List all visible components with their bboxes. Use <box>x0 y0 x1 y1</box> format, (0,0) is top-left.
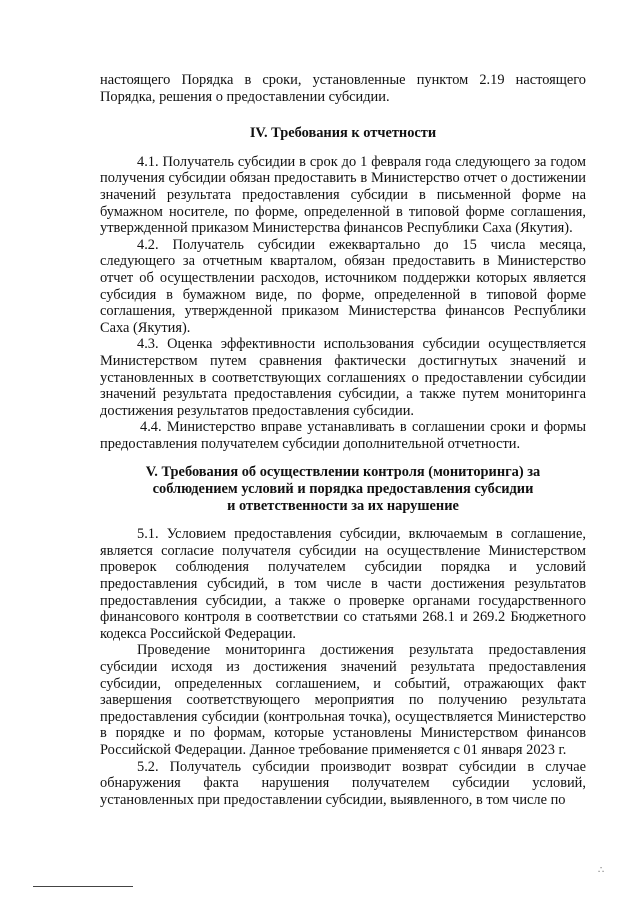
paragraph-4-1: 4.1. Получатель субсидии в срок до 1 февраля года следующего за годом получения субсидии обязан предоставить в Министерство отчет о достижении значений результата предоставления субсидии в письменной форме на бумажном носителе, по форме, определенной в типовой форме соглашения, утвержденной приказом Министерства финансов Республики Саха (Якутия). <box>100 153 586 237</box>
section-4-heading: IV. Требования к отчетности <box>249 125 437 142</box>
paragraph-4-3: 4.3. Оценка эффективности использования субсидии осуществляется Министерством путем сравнения фактически достигнутых значений и установленных в соответствующих соглашениях о предоставлении субсидии значений результата предоставления субсидии, а также путем мониторинга достижения результатов предоставления субсидии. <box>100 336 586 419</box>
paragraph-4-4: 4.4. Министерство вправе устанавливать в соглашении сроки и формы предоставления получателем субсидии дополнительной отчетности. <box>100 419 586 452</box>
document-body <box>100 72 586 808</box>
paragraph-4-2: 4.2. Получатель субсидии ежеквартально до 15 числа месяца, следующего за отчетным кварталом, обязан предоставить в Министерство отчет об осуществлении расходов, источником поддержки которых является субсидия в бумажном виде, по форме, определенной в типовой форме соглашения, утвержденной приказом Министерства финансов Республики Саха (Якутия). <box>100 236 586 336</box>
section-5-heading <box>100 464 586 514</box>
section-5-heading-line-2: соблюдением условий и порядка предоставления субсидии <box>152 481 534 498</box>
section-5-heading-line-1: V. Требования об осуществлении контроля (мониторинга) за <box>145 464 541 481</box>
footer-rule <box>33 886 133 887</box>
paragraph-5-2: 5.2. Получатель субсидии производит возврат субсидии в случае обнаружения факта нарушения получателем субсидии условий, установленных при предоставлении субсидии, выявленного, в том числе по <box>100 758 586 808</box>
continuation-paragraph: настоящего Порядка в сроки, установленные пунктом 2.19 настоящего Порядка, решения о предоставлении субсидии. <box>100 72 586 105</box>
scan-mark-icon: ∴ <box>598 865 605 876</box>
paragraph-5-1-monitoring: Проведение мониторинга достижения результата предоставления субсидии исходя из достижения значений результата предоставления субсидии, определенных соглашением, и событий, отражающих факт завершения соответствующего мероприятия по получению результата предоставления субсидии (контрольная точка), осуществляется Министерство в порядке и по формам, которые установлены Министерством финансов Российской Федерации. Данное требование применяется с 01 января 2023 г. <box>100 642 586 758</box>
section-5-heading-line-3: и ответственности за их нарушение <box>227 497 459 514</box>
paragraph-5-1: 5.1. Условием предоставления субсидии, включаемым в соглашение, является согласие получателя субсидии на осуществление Министерством проверок соблюдения получателем субсидии порядка и условий предоставления субсидий, в том числе в части достижения результатов предоставления субсидии, а также о проверке органами государственного финансового контроля в соответствии со статьями 268.1 и 269.2 Бюджетного кодекса Российской Федерации. <box>100 526 586 642</box>
